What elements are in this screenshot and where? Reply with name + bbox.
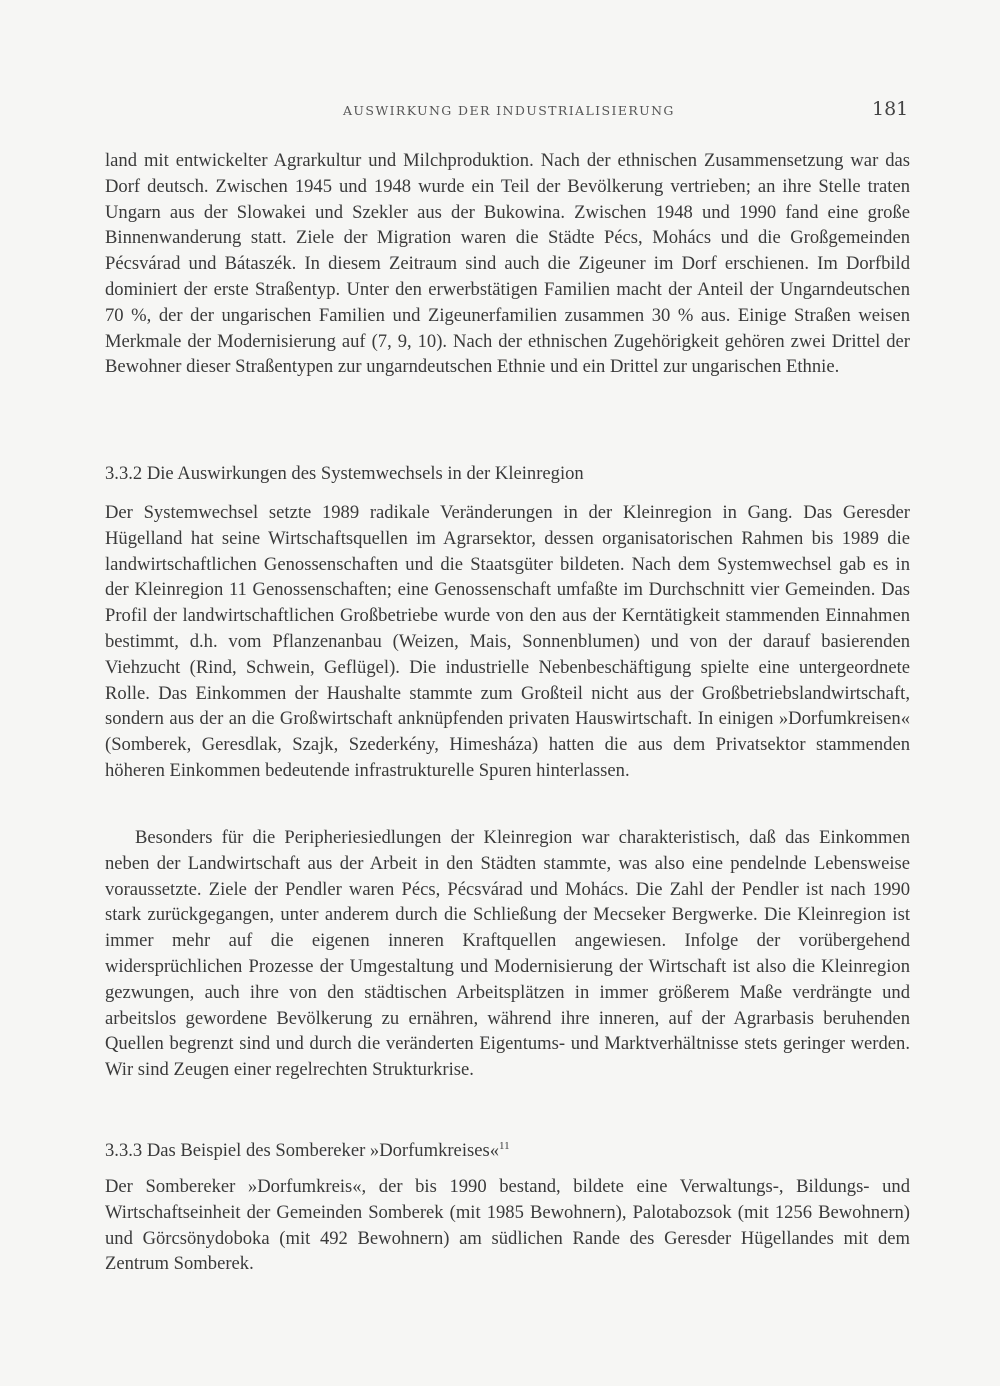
- paragraph-section-3-3-2-1: Der Systemwechsel setzte 1989 radikale Veränderungen in der Kleinregion in Gang. Das Geresder Hügelland hat seine Wirtschaftsquellen im Agrarsektor, dessen organisatorischen Rahmen bis 1989 die landwirtschaftlichen Genossenschaften und die Staatsgüter bildeten. Nach dem Systemwechsel gab es in der Kleinregion 11 Genossenschaften; eine Genossenschaft umfaßte im Durchschnitt vier Gemeinden. Das Profil der landwirtschaftlichen Großbetriebe wurde von den aus der Kerntätigkeit stammenden Einnahmen bestimmt, d.h. vom Pflanzenanbau (Weizen, Mais, Sonnenblumen) und von der darauf basierenden Viehzucht (Rind, Schwein, Geflügel). Die industrielle Nebenbeschäftigung spielte eine untergeordnete Rolle. Das Einkommen der Haushalte stammte zum Großteil nicht aus der Großbetriebslandwirtschaft, sondern aus der an die Großwirtschaft anknüpfenden privaten Hauswirtschaft. In einigen »Dorfumkreisen« (Somberek, Geresdlak, Szajk, Szederkény, Himesháza) hatten die aus dem Privatsektor stammenden höheren Einkommen bedeutende infrastrukturelle Spuren hinterlassen.: [105, 502, 910, 781]
- running-head: AUSWIRKUNG DER INDUSTRIALISIERUNG: [343, 103, 675, 118]
- paragraph-intro: land mit entwickelter Agrarkultur und Milchproduktion. Nach der ethnischen Zusammensetzung war das Dorf deutsch. Zwischen 1945 und 1948 wurde ein Teil der Bevölkerung vertrieben; an ihre Stelle traten Ungarn aus der Slowakei und Szekler aus der Bukowina. Zwischen 1948 und 1990 fand eine große Binnenwanderung statt. Ziele der Migration waren die Städte Pécs, Mohács und die Großgemeinden Pécsvárad und Bátaszék. In diesem Zeitraum sind auch die Zigeuner im Dorf erschienen. Im Dorfbild dominiert der erste Straßentyp. Unter den erwerbstätigen Familien macht der Anteil der Ungarndeutschen 70 %, der der ungarischen Familien und Zigeunerfamilien zusammen 30 % aus. Einige Straßen weisen Merkmale der Modernisierung auf (7, 9, 10). Nach der ethnischen Zugehörigkeit gehören zwei Drittel der Bewohner dieser Straßentypen zur ungarndeutschen Ethnie und ein Drittel zur ungarischen Ethnie.: [105, 150, 910, 378]
- paragraph-section-3-3-2-2: Besonders für die Peripheriesiedlungen der Kleinregion war charakteristisch, daß das Einkommen neben der Landwirtschaft aus der Arbeit in den Städten stammte, was also eine pendelnde Lebensweise voraussetzte. Ziele der Pendler waren Pécs, Pécsvárad und Mohács. Die Zahl der Pendler ist nach 1990 stark zurückgegangen, unter anderem durch die Schließung der Mecseker Bergwerke. Die Kleinregion ist immer mehr auf die eigenen inneren Kraftquellen angewiesen. Infolge der vorübergehend widersprüchlichen Prozesse der Umgestaltung und Modernisierung der Wirtschaft ist also die Kleinregion gezwungen, auch ihre von den städtischen Arbeitsplätzen in immer größerem Maße verdrängte und arbeitslos gewordene Bevölkerung zu ernähren, während ihre inneren, auf der Agrarbasis beruhenden Quellen begrenzt sind und durch die veränderten Eigentums- und Marktverhältnisse stets geringer werden. Wir sind Zeugen einer regelrechten Strukturkrise.: [105, 827, 910, 1081]
- page-number: 181: [872, 98, 909, 120]
- section-heading-text: 3.3.3 Das Beispiel des Sombereker »Dorfumkreises«: [105, 1140, 500, 1161]
- footnote-reference[interactable]: 11: [499, 1139, 510, 1152]
- paragraph-section-3-3-3-1: Der Sombereker »Dorfumkreis«, der bis 1990 bestand, bildete eine Verwaltungs-, Bildungs- und Wirtschaftseinheit der Gemeinden Somberek (mit 1985 Bewohnern), Palotabozsok (mit 1256 Bewohnern) und Görcsönydoboka (mit 492 Bewohnern) am südlichen Rande des Geresder Hügellandes mit dem Zentrum Somberek.: [105, 1176, 910, 1275]
- section-heading-3-3-3: [105, 1138, 910, 1164]
- section-heading-3-3-2: 3.3.2 Die Auswirkungen des Systemwechsels in der Kleinregion: [105, 463, 584, 484]
